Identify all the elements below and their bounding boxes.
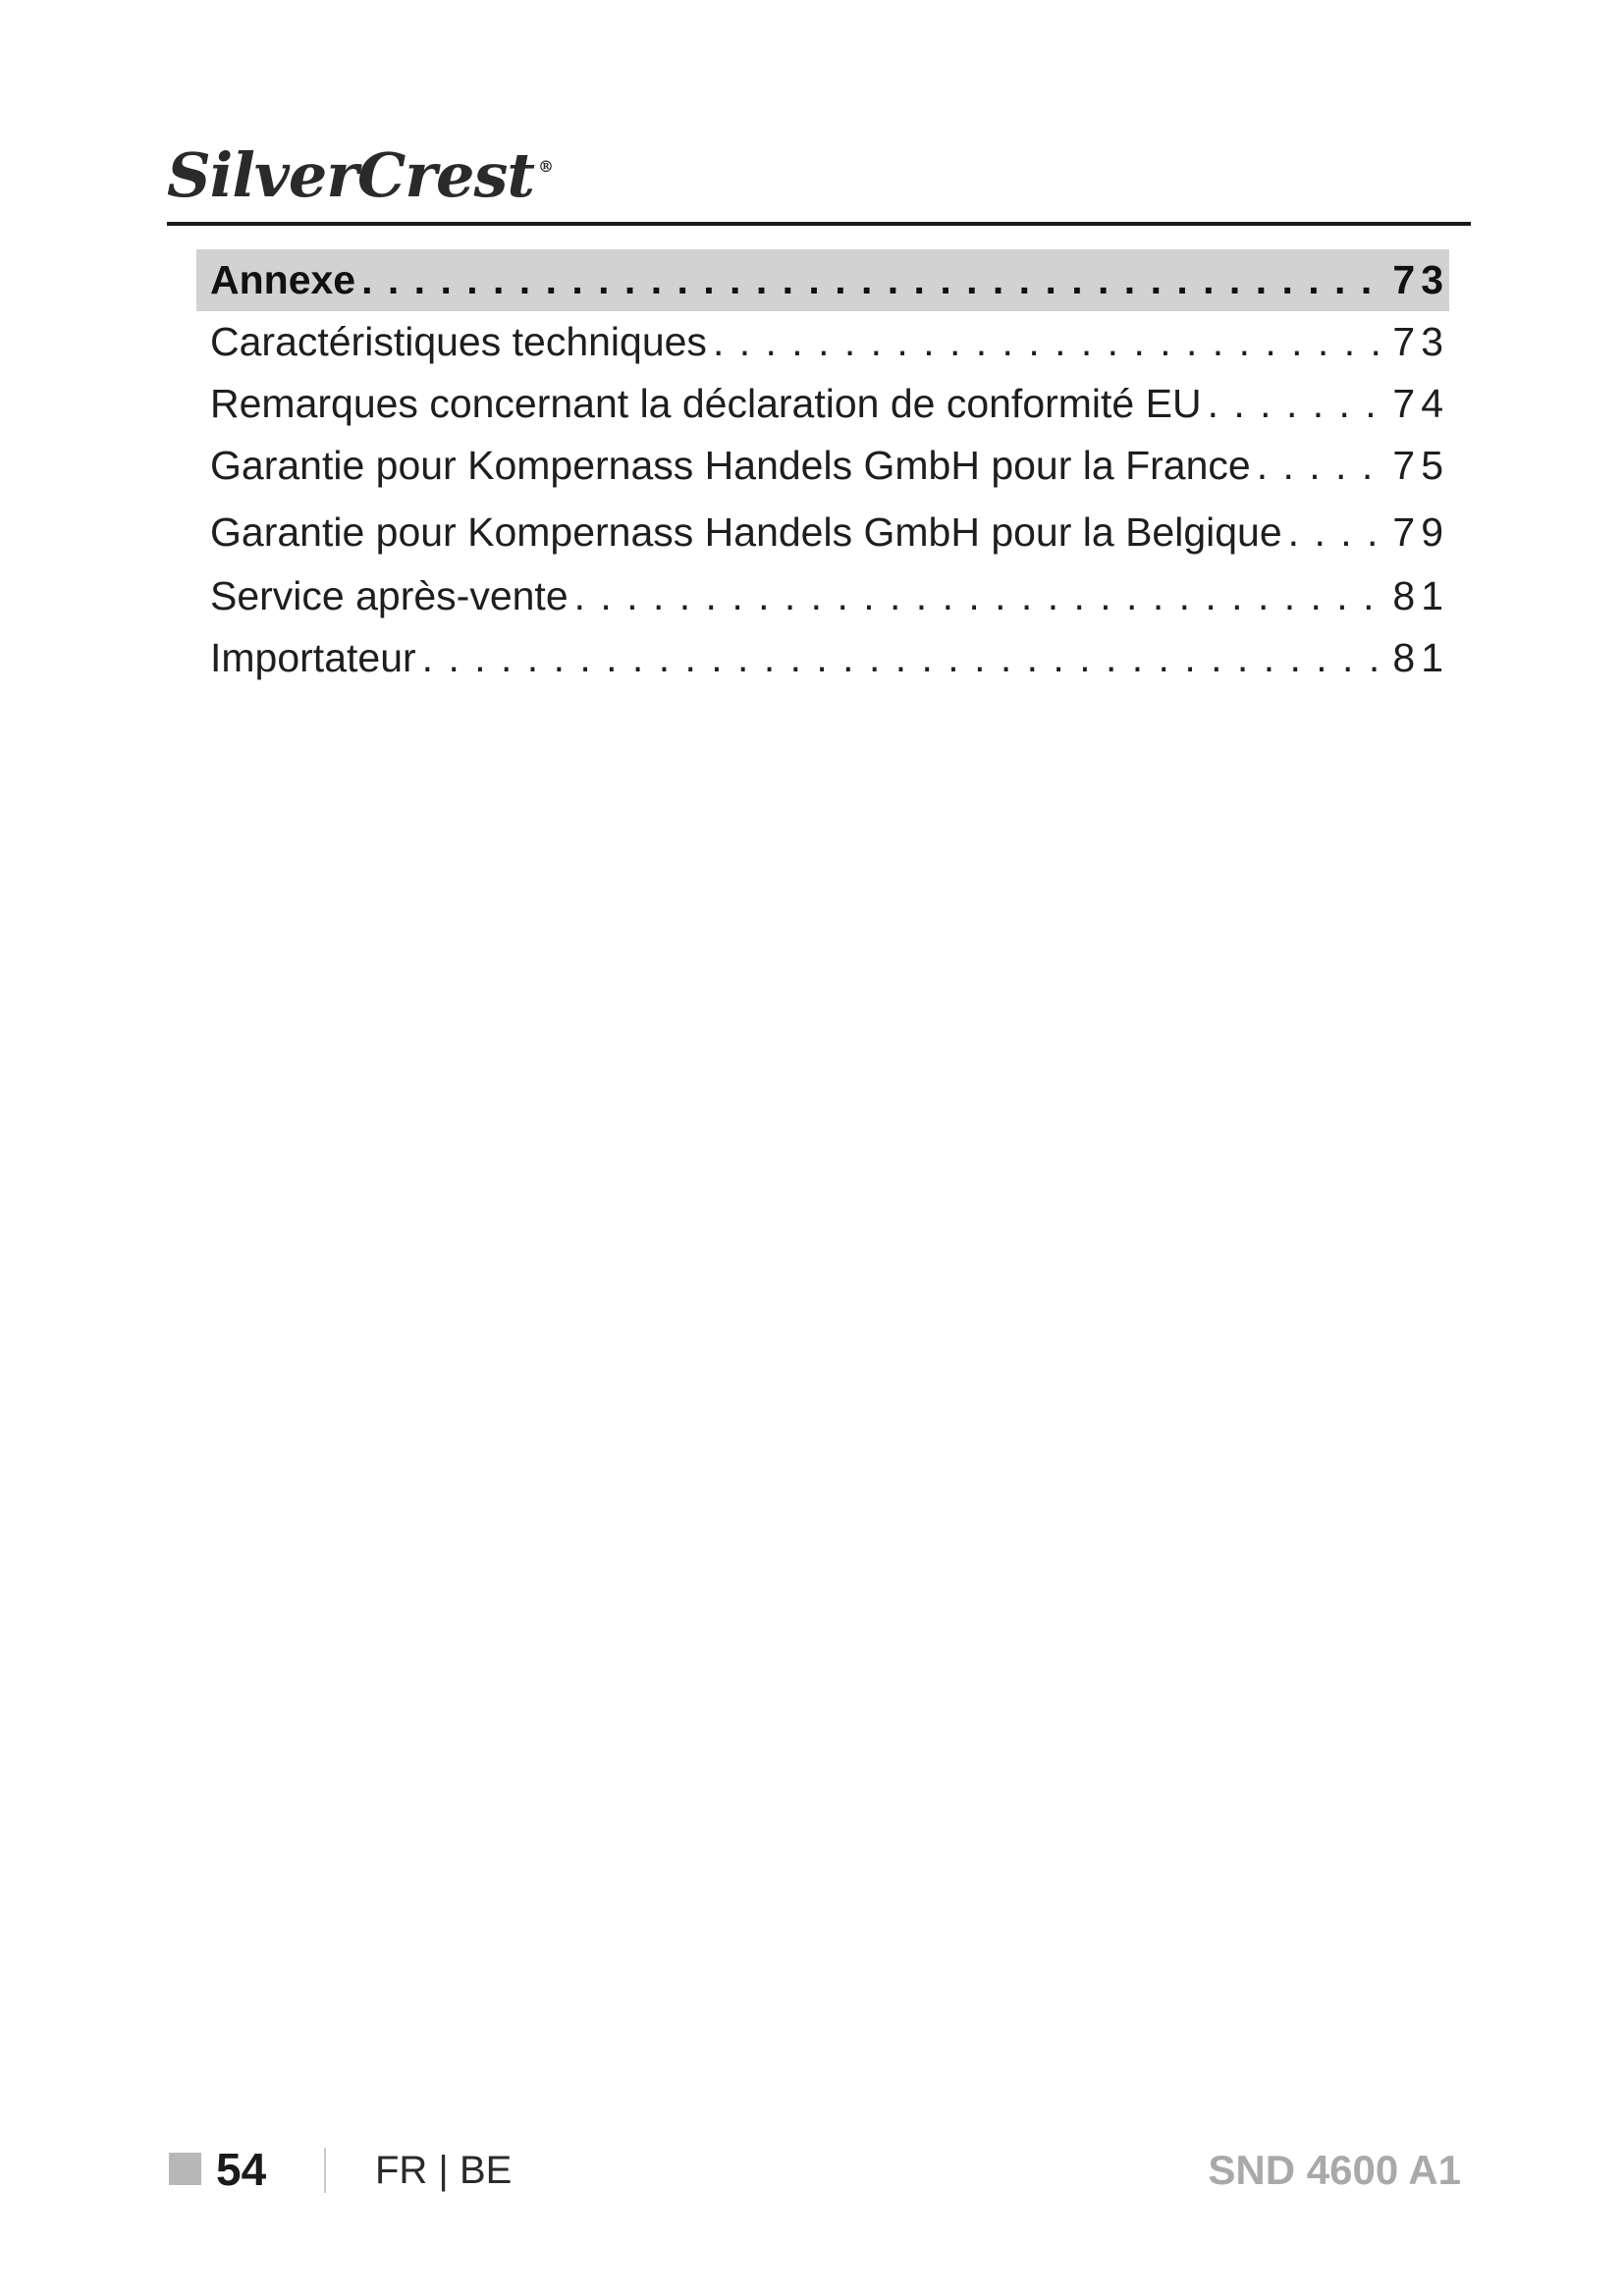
toc-item-page: 81 [1392, 573, 1449, 618]
language-codes: FR | BE [375, 2149, 513, 2192]
toc-leader [1257, 435, 1387, 497]
toc-item[interactable] [210, 497, 1449, 565]
toc-item-label: Service après-vente [210, 573, 568, 618]
table-of-contents [210, 249, 1449, 689]
toc-item-label: Importateur [210, 635, 416, 680]
page-number: 54 [216, 2144, 267, 2195]
toc-item-page: 75 [1392, 443, 1449, 488]
toc-item-page: 73 [1392, 319, 1449, 364]
toc-leader [574, 565, 1387, 627]
toc-item-page: 79 [1392, 509, 1449, 555]
header-rule [167, 222, 1471, 226]
toc-section-page: 73 [1392, 257, 1449, 302]
toc-item-label: Remarques concernant la déclaration de conformité EU [210, 381, 1202, 426]
toc-section-annexe[interactable] [196, 249, 1449, 311]
brand-name: SilverCrest [167, 139, 535, 211]
registered-mark: ® [538, 157, 554, 176]
toc-item[interactable] [210, 565, 1449, 627]
toc-item-label: Garantie pour Kompernass Handels GmbH pour la Belgique [210, 509, 1282, 555]
footer-marker-square [169, 2153, 201, 2185]
toc-item-page: 81 [1392, 635, 1449, 680]
brand-logo [167, 139, 554, 211]
toc-leader [1208, 373, 1387, 435]
footer-divider [324, 2148, 326, 2193]
toc-item[interactable] [210, 627, 1449, 689]
toc-leader [422, 627, 1387, 689]
toc-item[interactable] [210, 311, 1449, 373]
toc-item[interactable] [210, 373, 1449, 435]
toc-leader [361, 249, 1386, 311]
toc-leader [713, 311, 1386, 373]
toc-item[interactable] [210, 435, 1449, 497]
toc-item-label: Garantie pour Kompernass Handels GmbH pour la France [210, 443, 1251, 488]
toc-section-label: Annexe [210, 257, 356, 302]
toc-leader [1288, 497, 1387, 567]
model-number: SND 4600 A1 [1208, 2147, 1461, 2193]
toc-item-page: 74 [1392, 381, 1449, 426]
toc-item-label: Caractéristiques techniques [210, 319, 707, 364]
